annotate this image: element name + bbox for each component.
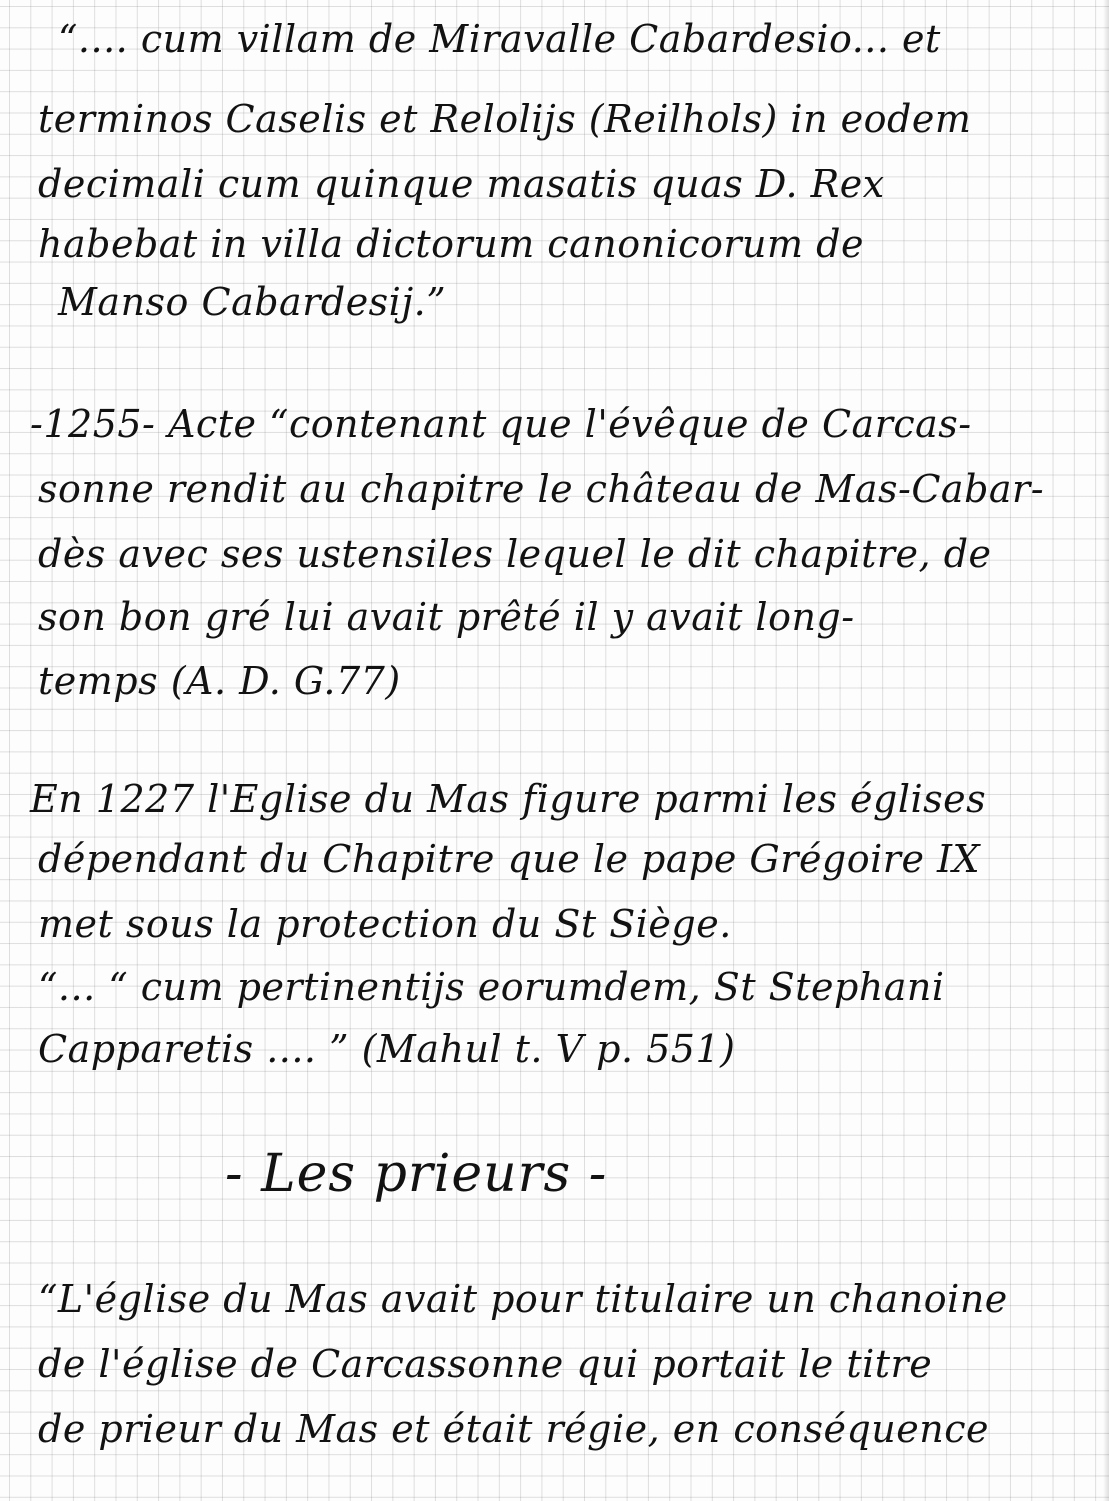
entry-1255-line-3: dès avec ses ustensiles lequel le dit chapitre, de	[38, 532, 992, 576]
entry-1227-line-3: met sous la protection du St Siège.	[38, 902, 732, 946]
section-title: - Les prieurs -	[225, 1144, 608, 1204]
entry-1227-line-1: En 1227 l'Eglise du Mas figure parmi les églises	[30, 777, 987, 821]
entry-1255-line-4: son bon gré lui avait prêté il y avait long-	[38, 595, 855, 639]
page-edge-shadow	[1103, 0, 1109, 1501]
quote1-line-2: terminos Caselis et Relolijs (Reilhols) in eodem	[38, 97, 972, 141]
quote1-line-1: “.... cum villam de Miravalle Cabardesio... et	[58, 17, 941, 61]
entry-1255-line-5: temps (A. D. G.77)	[38, 659, 401, 703]
priors-line-1: “L'église du Mas avait pour titulaire un chanoine	[38, 1277, 1008, 1321]
priors-line-2: de l'église de Carcassonne qui portait le titre	[38, 1342, 933, 1386]
entry-1227-line-5: Capparetis .... ” (Mahul t. V p. 551)	[38, 1027, 736, 1071]
entry-1255-line-2: sonne rendit au chapitre le château de Mas-Cabar-	[38, 467, 1045, 511]
quote1-line-3: decimali cum quinque masatis quas D. Rex	[38, 162, 885, 206]
priors-line-3: de prieur du Mas et était régie, en conséquence	[38, 1407, 989, 1451]
entry-1227-line-4: “... “ cum pertinentijs eorumdem, St Stephani	[38, 965, 945, 1009]
entry-1227-line-2: dépendant du Chapitre que le pape Grégoire IX	[38, 837, 981, 881]
quote1-line-5: Manso Cabardesij.”	[58, 280, 447, 324]
quote1-line-4: habebat in villa dictorum canonicorum de	[38, 222, 864, 266]
entry-1255-line-1: -1255- Acte “contenant que l'évêque de Carcas-	[30, 402, 972, 446]
